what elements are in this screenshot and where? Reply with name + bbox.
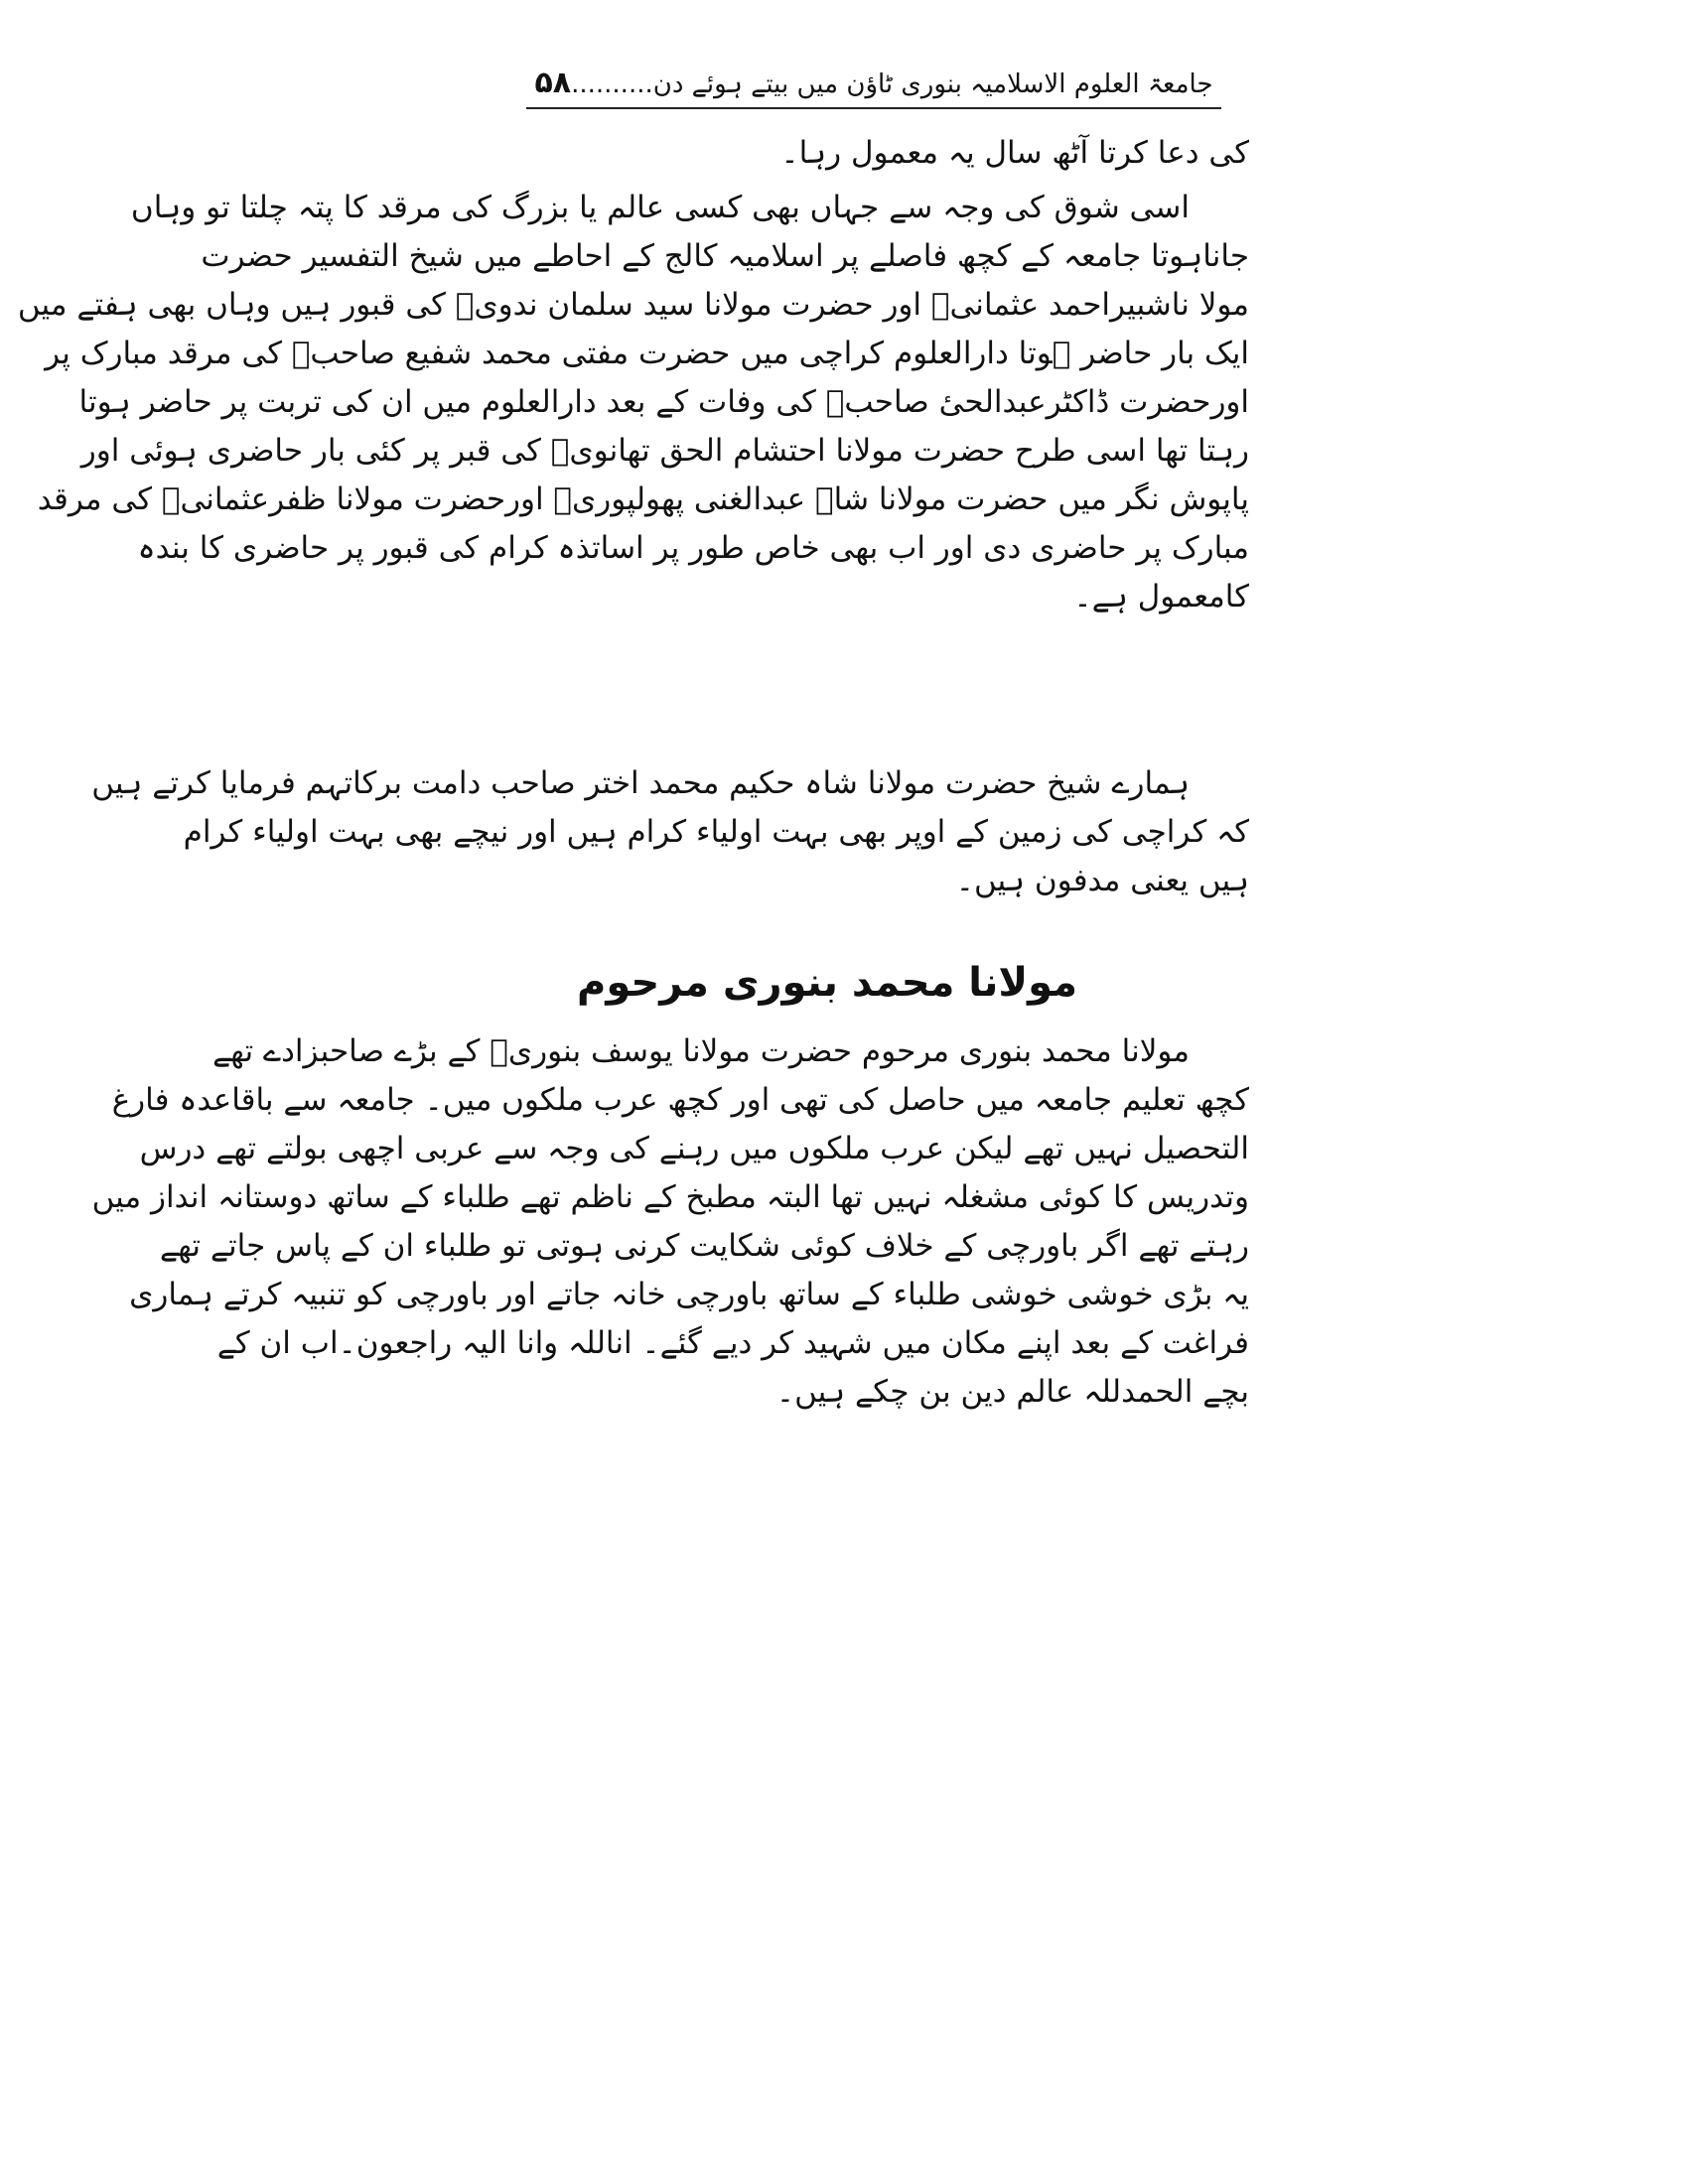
section-heading: مولانا محمد بنوری مرحوم — [577, 960, 1077, 1006]
text-line: التحصیل نہیں تھے لیکن عرب ملکوں میں رہنے کی وجہ سے عربی اچھی بولتے تھے درس — [139, 1131, 1249, 1166]
text-line: ایک بار حاضر ہوتا دارالعلوم کراچی میں حضرت مفتی محمد شفیع صاحبؒ کی مرقد مبارک پر — [45, 336, 1249, 371]
paragraph-intro — [405, 129, 1249, 178]
text-line: یہ بڑی خوشی خوشی طلباء کے ساتھ باورچی خانہ جاتے اور باورچی کو تنبیہ کرتے ہماری — [129, 1277, 1249, 1312]
paragraph-shauq — [17, 184, 1249, 621]
text-line: مولا ناشبیراحمد عثمانیؒ اور حضرت مولانا سید سلمان ندویؒ کی قبور ہیں وہاں بھی ہفتے میں — [17, 287, 1249, 323]
text-line: رہتے تھے اگر باورچی کے خلاف کوئی شکایت کرنی ہوتی تو طلباء ان کے پاس جاتے تھے — [159, 1228, 1249, 1264]
text-line: پاپوش نگر میں حضرت مولانا شاہ عبدالغنی پھولپوریؒ اورحضرت مولانا ظفرعثمانیؒ کی مرقد — [37, 481, 1249, 517]
text-line: بچے الحمدللہ عالم دین بن چکے ہیں۔ — [775, 1374, 1249, 1410]
running-header — [516, 60, 1231, 107]
text-line: ہمارے شیخ حضرت مولانا شاہ حکیم محمد اختر صاحب دامت برکاتہم فرمایا کرتے ہیں — [91, 765, 1190, 801]
text-line: کہ کراچی کی زمین کے اوپر بھی بہت اولیاء کرام ہیں اور نیچے بھی بہت اولیاء کرام — [183, 814, 1249, 850]
paragraph-bannuri — [91, 1027, 1249, 1417]
text-line: اورحضرت ڈاکٹرعبدالحیٔ صاحبؒ کی وفات کے بعد دارالعلوم میں ان کی تربت پر حاضر ہوتا — [78, 384, 1249, 420]
text-line: وتدریس کا کوئی مشغلہ نہیں تھا البتہ مطبخ کے ناظم تھے طلباء کے ساتھ دوستانہ انداز میں — [91, 1179, 1249, 1215]
text-line: کی دعا کرتا آٹھ سال یہ معمول رہا۔ — [780, 135, 1249, 171]
text-line: مبارک پر حاضری دی اور اب بھی خاص طور پر اساتذہ کرام کی قبور پر حاضری کا بندہ — [137, 530, 1249, 566]
page-number: ۵۸ — [534, 66, 572, 100]
text-line: کامعمول ہے۔ — [1073, 579, 1249, 614]
text-line: فراغت کے بعد اپنے مکان میں شہید کر دیے گئے۔ اناللہ وانا الیہ راجعون۔اب ان کے — [216, 1325, 1249, 1361]
text-line: رہتا تھا اسی طرح حضرت مولانا احتشام الحق تھانویؒ کی قبر پر کئی بار حاضری ہوئی اور — [80, 433, 1249, 469]
header-dots: .......... — [571, 69, 653, 99]
text-line: اسی شوق کی وجہ سے جہاں بھی کسی عالم یا بزرگ کی مرقد کا پتہ چلتا تو وہاں — [130, 190, 1190, 225]
header-title: جامعۃ العلوم الاسلامیہ بنوری ٹاؤن میں بیتے ہوئے دن — [652, 69, 1213, 99]
text-line: جاناہوتا جامعہ کے کچھ فاصلے پر اسلامیہ کالج کے احاطے میں شیخ التفسیر حضرت — [201, 238, 1249, 274]
text-line: کچھ تعلیم جامعہ میں حاصل کی تھی اور کچھ عرب ملکوں میں۔ جامعہ سے باقاعدہ فارغ — [111, 1082, 1249, 1118]
text-line: ہیں یعنی مدفون ہیں۔ — [955, 863, 1249, 898]
text-line: مولانا محمد بنوری مرحوم حضرت مولانا یوسف بنوریؒ کے بڑے صاحبزادے تھے — [211, 1033, 1190, 1069]
paragraph-shaikh — [91, 759, 1249, 905]
header-rule — [526, 107, 1221, 109]
